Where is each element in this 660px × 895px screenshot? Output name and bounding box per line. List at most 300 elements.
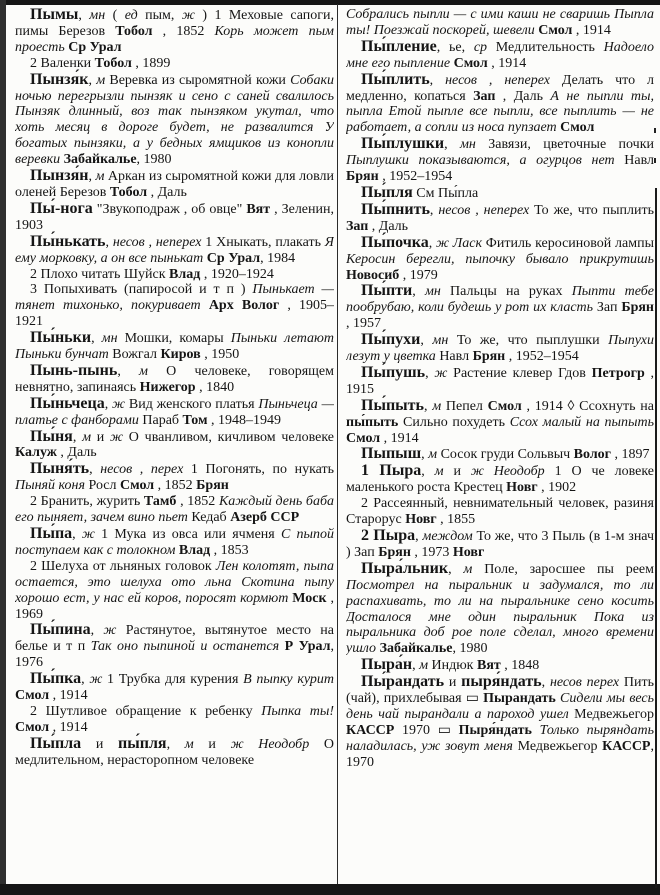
- entry-text: Вят: [477, 658, 501, 674]
- entry-text: Мошки, комары: [117, 331, 231, 347]
- entry-text: м: [184, 736, 194, 752]
- entry-text: 1 Мука из овса или ячменя: [94, 527, 281, 542]
- entry-text: , 1897: [611, 447, 650, 463]
- entry-text: КАССР: [346, 722, 395, 738]
- entry-text: Смол: [560, 120, 595, 136]
- entry-text: ж: [110, 429, 124, 445]
- entry-text: Новг: [506, 480, 538, 496]
- entry-text: Смол: [487, 398, 522, 414]
- entry-text: О чванливом, кичливом человеке: [123, 429, 334, 445]
- entry-text: Каждый день баба его пыняет, зачем вино пьет: [15, 494, 334, 526]
- entry-text: , 1855: [436, 512, 476, 528]
- entry-text: [484, 464, 494, 479]
- entry-text: , 1950: [200, 347, 240, 363]
- entry-text: Пыпка ты!: [261, 703, 334, 719]
- dict-entry: [15, 7, 334, 56]
- dict-entry: [346, 463, 654, 496]
- entry-text: , 1914: [487, 55, 527, 71]
- scan-border-left: [0, 0, 6, 895]
- dict-entry: [346, 202, 654, 235]
- dict-entry: [15, 736, 334, 769]
- entry-text: 1 Хныкать, плакать: [201, 234, 325, 250]
- entry-text: , Даль: [495, 88, 551, 104]
- entry-text: , 1848: [500, 658, 540, 674]
- dict-entry: [346, 39, 654, 72]
- entry-text: Новг: [405, 512, 437, 528]
- headword: Пы́почка: [361, 233, 429, 251]
- dict-entry: [346, 446, 654, 463]
- entry-text: Неодобр: [493, 464, 545, 480]
- entry-text: Пыпти тебе пообрубаю, коли будешь у рот их класть: [346, 284, 654, 316]
- entry-text: Арх Волог: [208, 298, 280, 314]
- entry-text: , 1970: [346, 738, 654, 770]
- entry-text: Новг: [452, 544, 485, 560]
- entry-text: несов , перех: [100, 462, 184, 478]
- entry-text: , Даль: [368, 218, 409, 234]
- dict-entry: [346, 496, 654, 528]
- entry-text: мн: [424, 284, 441, 300]
- entry-text: Фитиль керосиновой лампы: [482, 235, 654, 251]
- entry-text: Пепел: [441, 398, 488, 414]
- dict-entry: [15, 168, 334, 201]
- entry-text: Неодобр: [258, 736, 310, 752]
- entry-text: Пальцы на руках: [440, 284, 572, 300]
- entry-text: и: [81, 736, 119, 752]
- dict-entry: [346, 365, 654, 398]
- entry-text: Растянутое, вытянутое место на белье и т п: [15, 623, 334, 655]
- entry-text: , 1979: [399, 267, 438, 283]
- headword: Пы́ньки: [30, 329, 92, 347]
- entry-text: , 1973: [410, 544, 453, 560]
- dict-entry: [15, 704, 334, 736]
- entry-text: (: [105, 8, 125, 23]
- headword: Пы́рандать: [361, 673, 445, 691]
- entry-text: ж: [470, 464, 484, 480]
- entry-text: мн: [101, 331, 118, 347]
- entry-text: 2 Рассеянный, невнимательный человек, разиня Старорус: [346, 496, 654, 528]
- headword: 2 Пыра: [361, 527, 416, 544]
- dict-entry: [346, 528, 654, 561]
- headword: Пымы́: [30, 7, 79, 23]
- dict-entry: [15, 396, 334, 429]
- entry-text: ,: [166, 736, 185, 752]
- entry-text: Надоело мне его пыпление: [346, 39, 654, 71]
- entry-text: и: [444, 675, 462, 691]
- entry-text: , 1957: [346, 316, 381, 332]
- left-column: [15, 7, 334, 881]
- entry-text: Собаки ночью перегрызли пынзяк и сено с саней свалилось Пынзяк длинный, воз так пынзяком укутал, что хоть месяц в дороге будет, не развалится У богатых пынзяки, а у бедных ямщиков из конопли веревки: [15, 72, 334, 168]
- entry-text: и: [193, 736, 231, 752]
- entry-text: м: [432, 398, 442, 414]
- dict-entry: [15, 494, 334, 526]
- entry-text: Ср Урал: [68, 39, 122, 55]
- headword: Пы́пина: [30, 621, 91, 639]
- entry-text: , 1980: [136, 152, 172, 168]
- entry-text: ,: [105, 234, 113, 250]
- entry-text: Брян: [346, 169, 379, 185]
- entry-text: А не пыпли ты, пыпла Етой пыпле все пыпли, все пыплить — не работает, а сопли из носа пупзает: [346, 88, 654, 136]
- entry-text: ,: [444, 137, 460, 153]
- headword: Пы́пля: [361, 183, 413, 201]
- dict-entry: [15, 282, 334, 330]
- entry-text: ж: [434, 365, 448, 381]
- entry-text: м: [428, 447, 438, 463]
- entry-text: м: [96, 72, 106, 88]
- entry-text: ж: [436, 235, 450, 251]
- scan-border-right: [655, 188, 657, 888]
- entry-text: , 1952–1954: [378, 169, 453, 185]
- entry-text: ,: [72, 527, 82, 542]
- entry-text: Брян: [196, 478, 229, 494]
- entry-text: Так оно пыпиной и останется: [90, 639, 280, 655]
- headword: Пы́плить: [361, 70, 430, 88]
- entry-text: Сосок груди Сольвыч: [437, 447, 574, 463]
- dict-entry: [346, 657, 654, 674]
- entry-text: Сидели мы весь день чай пырандали а пароход ушел: [346, 691, 654, 722]
- entry-text: То же, что пыплить: [529, 202, 654, 218]
- headword: Пыпыш: [361, 445, 422, 463]
- entry-text: Зап: [346, 218, 369, 234]
- entry-text: ж: [112, 396, 126, 412]
- entry-text: Пыпухи лезут у цветка: [346, 333, 654, 365]
- entry-text: Тамб: [143, 494, 177, 510]
- entry-text: ж: [181, 8, 195, 23]
- entry-text: Петрогр: [591, 365, 645, 381]
- headword: Пы́ньчеца: [30, 394, 105, 412]
- headword: Пынзя́к: [30, 70, 89, 88]
- dict-entry: [346, 674, 654, 770]
- entry-text: Лен колотят, пыпа остается, это шелуха ото льна Скотина пыпу хорошо ест, у нас ей коров, поросят кормют: [15, 558, 334, 606]
- entry-text: 1 О че ловеке маленького роста Крестец: [346, 464, 654, 496]
- entry-text: Индюк: [428, 658, 477, 674]
- headword: Пы́пка: [30, 670, 82, 688]
- entry-text: Нижегор: [139, 379, 196, 395]
- entry-text: , 1914: [49, 688, 88, 704]
- dict-entry: [15, 559, 334, 623]
- entry-text: Только пыряндать наладилась, уж зовут меня: [346, 722, 654, 754]
- entry-text: ср: [473, 39, 488, 55]
- dict-entry: [346, 235, 654, 284]
- entry-text: [532, 723, 540, 738]
- dict-entry: [346, 136, 654, 185]
- entry-text: , 1969: [15, 590, 334, 622]
- entry-text: Вожгал: [108, 347, 161, 363]
- entry-text: 1 Трубка для курения: [102, 672, 244, 688]
- headword: Пыня́ть: [30, 460, 90, 478]
- entry-text: 1 Погонять, по нукать: [183, 462, 334, 478]
- entry-text: Ср Урал: [206, 250, 261, 266]
- entry-text: Завязи, цветочные почки: [475, 137, 654, 153]
- entry-text: Смол: [120, 478, 155, 494]
- headword: Пы́пухи: [361, 331, 421, 349]
- entry-text: В пыпку курит: [243, 672, 334, 688]
- entry-text: м: [434, 464, 444, 480]
- dict-entry: [15, 671, 334, 704]
- scan-artifact: [654, 128, 656, 133]
- column-divider: [337, 4, 338, 884]
- entry-text: ,: [541, 675, 550, 691]
- dict-entry: [15, 234, 334, 267]
- entry-text: ,: [415, 529, 423, 544]
- dict-entry: [15, 363, 334, 396]
- dict-entry: [346, 561, 654, 657]
- entry-text: пы́пыть: [346, 414, 399, 430]
- entry-text: 2 Плохо читать Шуйск: [30, 266, 170, 282]
- scan-border-bottom: [0, 884, 660, 895]
- entry-text: , 1914: [572, 22, 611, 38]
- dict-entry: [346, 7, 654, 39]
- entry-text: ,: [88, 169, 96, 185]
- entry-text: Вид женского платья: [125, 396, 259, 412]
- entry-text: мн: [459, 137, 476, 153]
- entry-text: несов перех: [549, 675, 620, 691]
- entry-text: Смол: [15, 719, 50, 735]
- entry-text: Том: [182, 412, 208, 428]
- entry-text: Смол: [538, 22, 573, 38]
- entry-text: м: [95, 169, 105, 185]
- entry-text: мн: [432, 333, 449, 349]
- entry-text: Пыняй коня: [15, 478, 86, 494]
- headword: Пыра́н: [361, 656, 413, 674]
- entry-text: ж: [81, 527, 95, 542]
- entry-text: ,: [89, 462, 101, 478]
- entry-text: Аркан из сыромятной кожи для ловли оленей Березов: [15, 169, 334, 200]
- entry-text: ,: [412, 658, 420, 674]
- headword: Пы́пти: [361, 282, 413, 300]
- entry-text: ,: [421, 464, 435, 480]
- dict-entry: [346, 332, 654, 365]
- dict-entry: [15, 429, 334, 462]
- entry-text: ,: [72, 429, 83, 445]
- entry-text: , 1905–1921: [15, 298, 334, 330]
- headword: Пы́па: [30, 525, 73, 542]
- dict-entry: [15, 461, 334, 494]
- entry-text: Растение клевер Гдов: [447, 365, 592, 381]
- entry-text: ,: [117, 363, 140, 379]
- entry-text: Зап: [593, 300, 622, 316]
- entry-text: Азерб ССР: [230, 510, 300, 526]
- dict-entry: [346, 72, 654, 137]
- entry-text: "Звукоподраж , об овце": [92, 201, 247, 217]
- entry-text: Делать что л медленно, копаться: [346, 72, 654, 104]
- entry-text: Росл: [85, 478, 121, 494]
- entry-text: ) 1 Меховые сапоги, пимы Березов: [15, 8, 334, 39]
- entry-text: ,: [412, 284, 425, 300]
- entry-text: , 1914: [49, 719, 88, 735]
- entry-text: несов , неперех: [438, 202, 530, 218]
- entry-text: 2 Валенки: [30, 55, 95, 71]
- entry-text: несов , неперех: [112, 234, 202, 250]
- entry-text: Медлительность: [487, 39, 604, 55]
- entry-text: ,: [423, 398, 433, 414]
- entry-text: Навл: [435, 349, 473, 365]
- entry-text: , 1914: [380, 430, 419, 446]
- entry-text: Вят: [246, 201, 271, 217]
- entry-text: То же, что пыплушки: [448, 333, 609, 349]
- entry-text: С пыпой поступаем как с толокном: [15, 527, 334, 558]
- entry-text: ед: [124, 8, 138, 23]
- entry-text: ,: [428, 235, 436, 251]
- dict-entry: [15, 267, 334, 283]
- headword: Пы́плушки: [361, 135, 445, 153]
- entry-text: Калуж: [15, 445, 57, 461]
- entry-text: Забайкалье: [63, 152, 137, 168]
- entry-text: Медвежьегор: [568, 706, 654, 722]
- entry-text: ж: [89, 672, 103, 688]
- entry-text: , Даль: [56, 445, 97, 461]
- dict-entry: [15, 72, 334, 168]
- entry-text: Забайкалье: [379, 641, 453, 657]
- entry-text: пым,: [137, 8, 182, 23]
- headword: Пынь-пынь: [30, 361, 118, 379]
- entry-text: , 1920–1924: [200, 266, 274, 282]
- entry-text: и: [91, 429, 111, 445]
- entry-text: Пыньки летают Пыньки бунчат: [15, 331, 334, 363]
- entry-text: , 1852: [176, 494, 219, 510]
- entry-text: , Зеленин, 1903: [15, 201, 334, 233]
- entry-text: Я ему морковку, а он все пынькат: [15, 234, 334, 266]
- entry-text: ,: [91, 331, 102, 347]
- entry-text: Медвежьегор: [512, 738, 603, 754]
- entry-text: ,: [104, 396, 113, 412]
- entry-text: О медлительном, нерасторопном человеке: [15, 736, 334, 768]
- entry-text: Р Урал: [284, 639, 331, 655]
- entry-text: ,: [429, 72, 446, 88]
- headword: Пынзя́н: [30, 167, 89, 185]
- entry-text: Корь может пым проесть: [15, 23, 334, 55]
- headword: Пы́пыть: [361, 396, 424, 414]
- entry-text: Смол: [15, 688, 50, 704]
- entry-text: Волог: [573, 447, 612, 463]
- headword: Пы́пушь: [361, 363, 426, 381]
- entry-text: м: [419, 658, 428, 674]
- entry-text: Тобол: [115, 23, 153, 39]
- entry-text: , 1902: [537, 480, 577, 496]
- entry-text: , 1980: [452, 641, 488, 657]
- headword: пыря́ндать: [461, 673, 542, 691]
- entry-text: ,: [421, 447, 429, 463]
- entry-text: , 1984: [260, 250, 296, 266]
- entry-text: ,: [429, 202, 439, 218]
- entry-text: То же, что 3 Пыль (в 1-м знач ) Зап: [346, 529, 654, 560]
- entry-text: ,: [88, 72, 97, 88]
- entry-text: Новосиб: [346, 267, 400, 283]
- entry-text: Ласк: [452, 235, 483, 251]
- entry-text: О человеке, говорящем невнятно, запинаясь: [15, 363, 334, 395]
- entry-text: ж: [103, 623, 117, 639]
- entry-text: м: [82, 429, 92, 445]
- entry-text: Пыря́ндать: [458, 722, 532, 738]
- entry-text: Моск: [292, 590, 327, 606]
- entry-text: Влад: [178, 542, 211, 558]
- entry-text: ,: [90, 623, 104, 639]
- entry-text: Поле, заросшее пы реем: [472, 561, 654, 577]
- entry-text: 2 Бранить, журить: [30, 494, 144, 510]
- headword: Пы́пнить: [361, 200, 430, 218]
- entry-text: , 1853: [210, 542, 249, 558]
- entry-text: См Пы́пла: [412, 185, 479, 201]
- entry-text: Тобол: [109, 184, 148, 200]
- headword: пы́пля: [118, 734, 167, 752]
- headword: Пы́нькать: [30, 232, 106, 250]
- entry-text: , ье,: [436, 39, 474, 55]
- entry-text: , 1914 ◊ Ссохнуть на: [521, 398, 654, 414]
- entry-text: междом: [422, 529, 473, 544]
- entry-text: Собрались пыпли — с ими каши не сваришь Пыпла ты! Поезжай поскорей, шевели: [346, 7, 654, 38]
- entry-text: , 1852: [152, 23, 215, 39]
- entry-text: [201, 298, 209, 313]
- entry-text: Пыплушки показываются, а огурцов нет: [346, 153, 615, 169]
- entry-text: Керосин берегли, пыпочку бывало прикрутишь: [346, 251, 654, 267]
- entry-text: 2 Шутливое обращение к ребенку: [30, 703, 262, 719]
- entry-text: Смол: [346, 430, 381, 446]
- entry-text: Веревка из сыромятной кожи: [105, 72, 291, 88]
- entry-text: Тобол: [94, 55, 132, 71]
- entry-text: , 1915: [346, 365, 654, 397]
- headword: Пы́пла: [30, 734, 82, 752]
- headword: Пы́пление: [361, 37, 437, 55]
- entry-text: Брян: [621, 300, 654, 316]
- headword: Пы́ня: [30, 427, 73, 445]
- entry-text: 2 Шелуха от льняных головок: [30, 558, 216, 574]
- entry-text: , 1852: [154, 478, 197, 494]
- dict-entry: [15, 526, 334, 559]
- entry-text: ж: [230, 736, 244, 752]
- entry-text: , 1952–1954: [505, 349, 579, 365]
- entry-text: 1970 ▭: [394, 722, 459, 738]
- entry-text: Зап: [473, 88, 496, 104]
- entry-text: КАССР: [602, 738, 651, 754]
- headword: 1 Пыра: [361, 462, 422, 480]
- entry-text: Пыньчеца — платье с фанборами: [15, 396, 334, 428]
- dict-entry: [15, 201, 334, 234]
- scan-border-top: [0, 0, 660, 5]
- entry-text: и: [443, 464, 471, 480]
- entry-text: Пырандать: [483, 691, 556, 707]
- entry-text: [244, 737, 259, 752]
- entry-text: Брян: [378, 544, 411, 560]
- dict-entry: [15, 622, 334, 671]
- entry-text: Кедаб: [187, 510, 231, 526]
- entry-text: , 1840: [195, 379, 235, 395]
- entry-text: Пынькает — тянет тихонько, покуривает: [15, 282, 334, 314]
- entry-text: Сильно похудеть: [398, 414, 510, 430]
- headword: Пыра́льник: [361, 559, 449, 577]
- entry-text: ,: [425, 365, 435, 381]
- entry-text: Смол: [453, 55, 488, 71]
- entry-text: несов , неперех: [445, 72, 550, 88]
- entry-text: Брян: [472, 349, 506, 365]
- entry-text: Посмотрел на пыральник и задумался, то ли распахивать, то ли на пыральнике сено косить Досталося мне один пыральник Пока из пыральника доб рое поле сделал, много времени ушло: [346, 577, 654, 657]
- dict-entry: [15, 56, 334, 72]
- entry-text: Киров: [160, 347, 201, 363]
- entry-text: 3 Попыхивать (папиросой и т п ): [30, 282, 253, 298]
- dict-entry: [15, 330, 334, 363]
- entry-text: м: [139, 363, 148, 379]
- entry-text: , 1976: [15, 639, 334, 671]
- entry-text: Влад: [169, 266, 201, 282]
- scan-artifact: [654, 158, 656, 163]
- entry-text: , Даль: [147, 184, 187, 200]
- entry-text: ,: [448, 561, 464, 577]
- entry-text: , 1948–1949: [207, 412, 282, 428]
- entry-text: ,: [78, 8, 90, 23]
- entry-text: Навл: [614, 153, 654, 169]
- entry-text: мн: [89, 8, 106, 23]
- dict-entry: [346, 398, 654, 447]
- entry-text: , 1899: [131, 55, 171, 71]
- dict-entry: [346, 283, 654, 332]
